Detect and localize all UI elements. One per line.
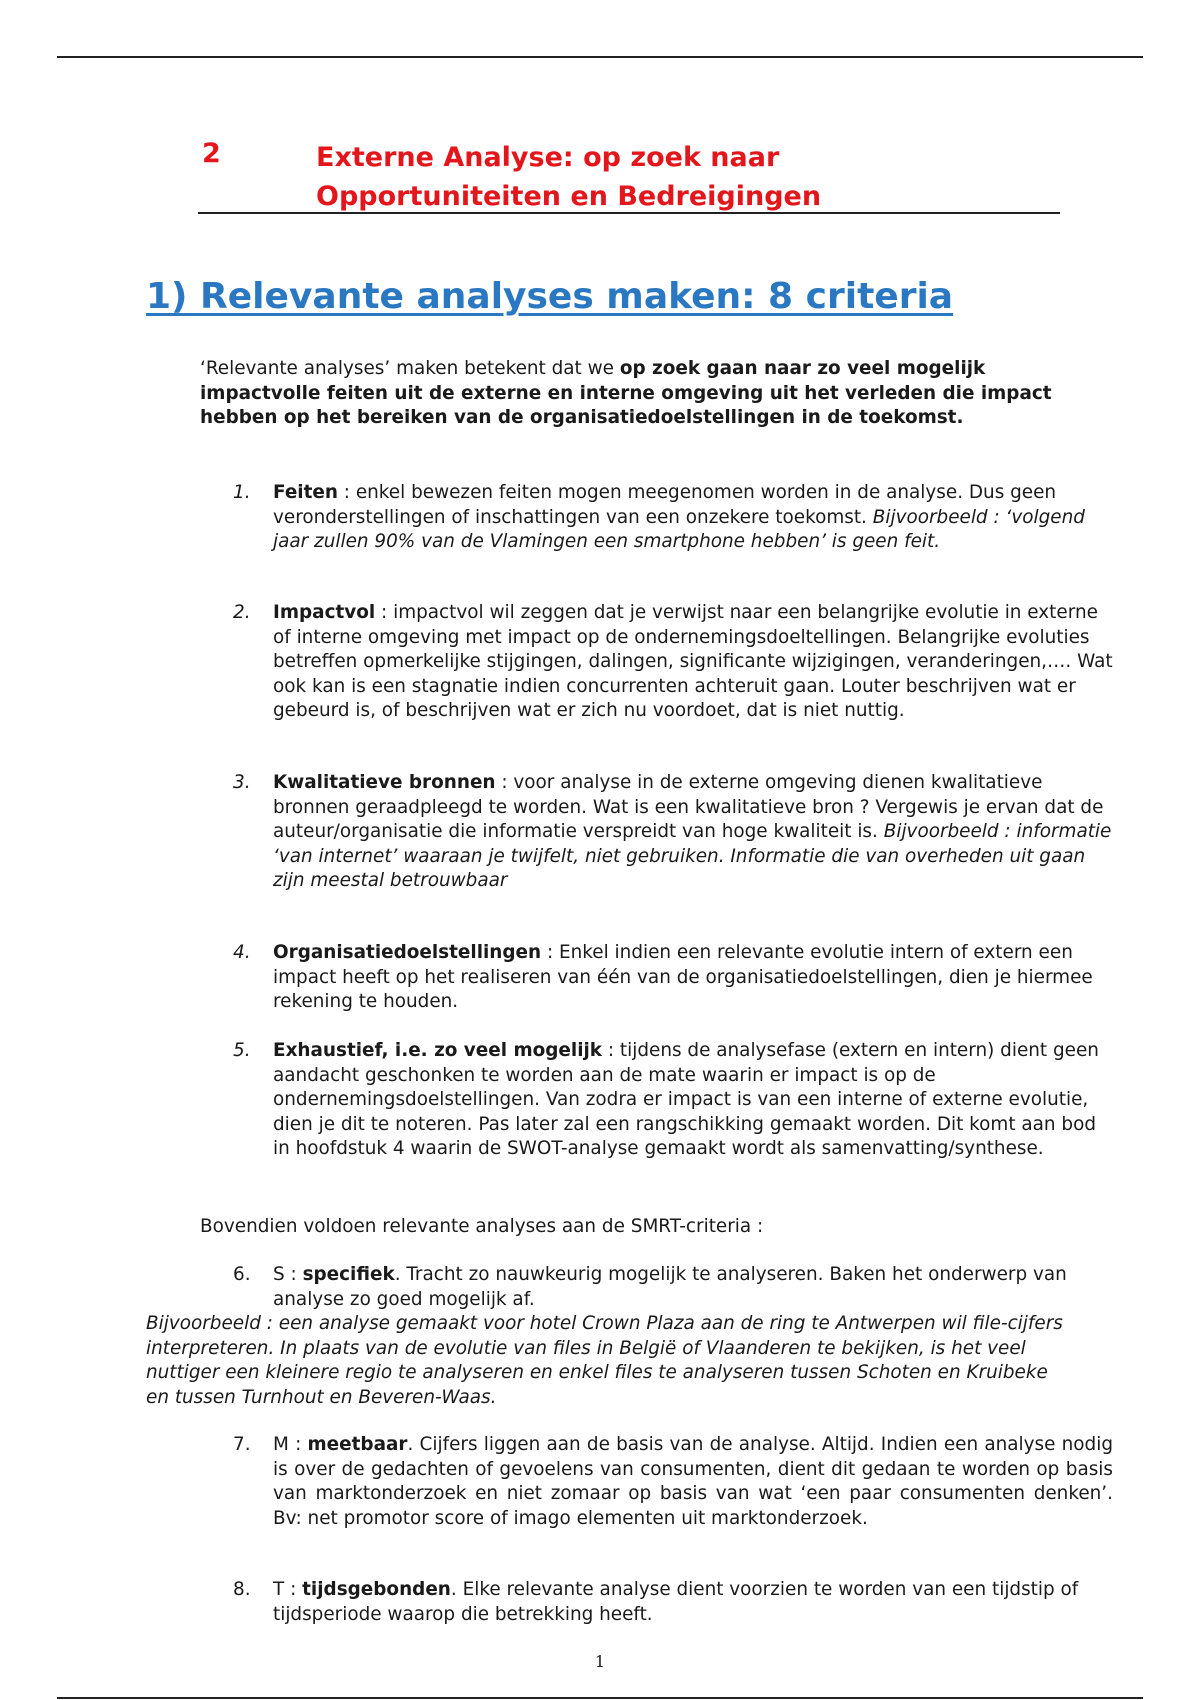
- smart-letter: M :: [273, 1434, 308, 1455]
- page-number: 1: [594, 1652, 606, 1671]
- criterion-text: : Enkel indien een relevante evolutie intern of extern een impact heeft op het realiseren van één van de organisatiedoelstellingen, dien je hiermee rekening te houden.: [273, 942, 1093, 1012]
- criterion-body: [273, 601, 1113, 724]
- criterion-number: 4.: [233, 942, 251, 963]
- smart-term: specifiek: [302, 1264, 395, 1285]
- header-rule: [57, 56, 1143, 58]
- intro-emphasis: op zoek gaan naar zo veel mogelijk impactvolle feiten uit de externe en interne omgeving uit het verleden die impact hebben op het bereiken van de organisatiedoelstellingen in de toekomst.: [200, 358, 1052, 428]
- smart-body: [273, 1578, 1113, 1627]
- criterion-body: [273, 1039, 1113, 1162]
- smart-letter: T :: [273, 1579, 303, 1600]
- chapter-heading: [198, 136, 1060, 214]
- smart-number: 6.: [233, 1264, 251, 1285]
- criterion-term: Kwalitatieve bronnen: [273, 772, 496, 793]
- criterion-example: Bijvoorbeeld : informatie ‘van internet’ waaraan je twijfelt, niet gebruiken. Informatie die van overheden uit gaan zijn meestal betrouwbaar: [273, 821, 1112, 891]
- smart-number: 7.: [233, 1434, 251, 1455]
- chapter-title: [316, 138, 821, 216]
- criterion-body: [273, 941, 1113, 1015]
- smart-term: tijdsgebonden: [302, 1579, 451, 1600]
- criterion-term: Impactvol: [273, 602, 376, 623]
- criterion-term: Exhaustief, i.e. zo veel mogelijk: [273, 1040, 603, 1061]
- section-title: 1) Relevante analyses maken: 8 criteria: [146, 276, 954, 317]
- smart-body: [273, 1263, 1113, 1312]
- criterion-body: [273, 771, 1113, 894]
- chapter-number: 2: [202, 138, 221, 169]
- smart-letter: S :: [273, 1264, 303, 1285]
- smart-number: 8.: [233, 1579, 251, 1600]
- smart-criterion-7: [233, 1433, 1113, 1531]
- smart-intro: Bovendien voldoen relevante analyses aan de SMRT-criteria :: [200, 1216, 764, 1237]
- criterion-text: : impactvol wil zeggen dat je verwijst naar een belangrijke evolutie in externe of interne omgeving met impact op de ondernemingsdoeltellingen. Belangrijke evoluties betreffen opmerkelijke stijgingen, dalingen, significante wijzigingen, veranderingen,…. Wat ook kan is een stagnatie indien concurrenten achteruit gaan. Louter beschrijven wat er gebeurd is, of beschrijven wat er zich nu voordoet, dat is niet nuttig.: [273, 602, 1113, 721]
- example-specifiek: Bijvoorbeeld : een analyse gemaakt voor hotel Crown Plaza aan de ring te Antwerpen wil file-cijfers interpreteren. In plaats van de evolutie van files in België of Vlaanderen te bekijken, is het veel nuttiger een kleinere regio te analyseren en enkel files te analyseren tussen Schoten en Kruibeke en tussen Turnhout en Beveren-Waas.: [146, 1313, 1063, 1408]
- smart-text: . Cijfers liggen aan de basis van de analyse. Altijd. Indien een analyse nodig is over de gedachten of gevoelens van consumenten, dient dit gedaan te worden op basis van marktonderzoek en niet zomaar op basis van wat ‘een paar consumenten denken’. Bv: net promotor score of imago elementen uit marktonderzoek.: [273, 1434, 1113, 1529]
- smart-criterion-8: [233, 1578, 1113, 1627]
- criterion-number: 5.: [233, 1040, 251, 1061]
- criterion-text: : tijdens de analysefase (extern en intern) dient geen aandacht geschonken te worden aan de mate waarin er impact is op de ondernemingsdoelstellingen. Van zodra er impact is van een interne of externe evolutie, dien je dit te noteren. Pas later zal een rangschikking gemaakt worden. Dit komt aan bod in hoofdstuk 4 waarin de SWOT-analyse gemaakt wordt als samenvatting/synthese.: [273, 1040, 1099, 1159]
- criterion-term: Feiten: [273, 482, 338, 503]
- smart-term: meetbaar: [307, 1434, 408, 1455]
- criterion-3: [233, 771, 1113, 894]
- intro-paragraph: [200, 357, 1100, 431]
- footer-rule: [57, 1697, 1143, 1699]
- criterion-body: [273, 481, 1113, 555]
- smart-text: . Tracht zo nauwkeurig mogelijk te analyseren. Baken het onderwerp van analyse zo goed mogelijk af.: [273, 1264, 1067, 1310]
- criterion-1: [233, 481, 1113, 555]
- criterion-number: 1.: [233, 482, 251, 503]
- criterion-number: 2.: [233, 602, 251, 623]
- chapter-title-line-1: Externe Analyse: op zoek naar: [316, 142, 780, 173]
- criterion-2: [233, 601, 1113, 724]
- smart-body: [273, 1433, 1113, 1531]
- intro-lead: ‘Relevante analyses’ maken betekent dat we: [200, 358, 620, 379]
- criterion-text: : enkel bewezen feiten mogen meegenomen worden in de analyse. Dus geen veronderstellingen of inschattingen van een onzekere toekomst.: [273, 482, 1057, 528]
- criterion-4: [233, 941, 1113, 1015]
- criterion-number: 3.: [233, 772, 251, 793]
- criterion-5: [233, 1039, 1113, 1162]
- smart-text: . Elke relevante analyse dient voorzien te worden van een tijdstip of tijdsperiode waarop die betrekking heeft.: [273, 1579, 1079, 1625]
- chapter-title-line-2: Opportuniteiten en Bedreigingen: [316, 181, 822, 212]
- smart-criterion-6: [233, 1263, 1113, 1312]
- criterion-example: Bijvoorbeeld : ‘volgend jaar zullen 90% van de Vlamingen een smartphone hebben’ is geen feit.: [273, 506, 1085, 552]
- criterion-term: Organisatiedoelstellingen: [273, 942, 542, 963]
- criterion-text: : voor analyse in de externe omgeving dienen kwalitatieve bronnen geraadpleegd te worden. Wat is een kwalitatieve bron ? Vergewis je ervan dat de auteur/organisatie die informatie verspreidt van hoge kwaliteit is.: [273, 772, 1104, 842]
